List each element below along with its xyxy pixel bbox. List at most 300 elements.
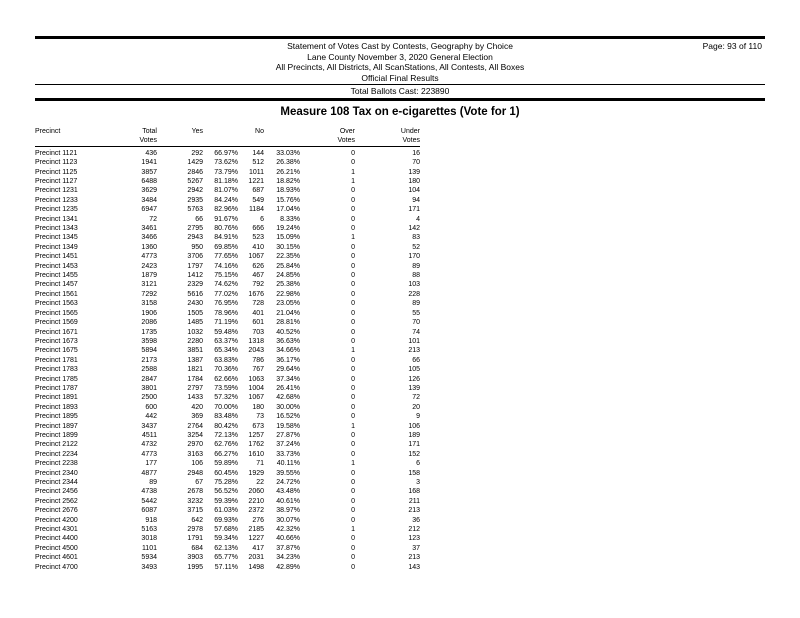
yes-count-cell: 3163: [187, 450, 203, 458]
no-pct-cell: 23.05%: [276, 300, 300, 308]
over-votes-cell: 0: [351, 187, 355, 195]
yes-count-cell: 1797: [187, 262, 203, 270]
total-votes-cell: 600: [145, 403, 157, 411]
table-row: [35, 318, 420, 327]
under-votes-cell: 168: [408, 488, 420, 496]
total-votes-cell: 3466: [141, 234, 157, 242]
over-votes-cell: 0: [351, 431, 355, 439]
table-row: [35, 469, 420, 478]
under-votes-cell: 123: [408, 535, 420, 543]
no-pct-cell: 18.93%: [276, 187, 300, 195]
no-pct-cell: 25.84%: [276, 262, 300, 270]
col-header-precinct-label: Precinct: [35, 127, 61, 135]
yes-count-cell: 2797: [187, 384, 203, 392]
total-votes-cell: 3857: [141, 168, 157, 176]
under-votes-cell: 4: [416, 215, 420, 223]
total-votes-cell: 7292: [141, 290, 157, 298]
no-count-cell: 144: [252, 149, 264, 157]
no-pct-cell: 18.82%: [276, 178, 300, 185]
no-pct-cell: 42.89%: [276, 563, 300, 571]
under-votes-cell: 213: [408, 507, 420, 515]
precinct-cell: Precinct 1121: [35, 149, 78, 157]
over-votes-cell: 0: [351, 469, 355, 477]
under-votes-cell: 139: [408, 168, 420, 176]
no-count-cell: 1676: [248, 290, 264, 298]
contest-title: Measure 108 Tax on e-cigarettes (Vote for 1): [280, 105, 520, 118]
no-count-cell: 549: [252, 196, 264, 204]
total-votes-cell: 1101: [141, 544, 157, 552]
yes-count-cell: 2764: [187, 422, 203, 430]
over-votes-cell: 0: [351, 272, 355, 280]
under-votes-cell: 3: [416, 479, 420, 486]
yes-pct-cell: 66.97%: [214, 149, 238, 157]
under-votes-cell: 103: [408, 281, 420, 289]
no-count-cell: 1929: [248, 469, 264, 477]
under-votes-cell: 171: [408, 206, 420, 214]
table-row: [35, 525, 420, 534]
yes-count-cell: 1505: [187, 309, 203, 317]
precinct-cell: Precinct 1127: [35, 178, 78, 185]
under-votes-cell: 213: [408, 554, 420, 562]
over-votes-cell: 0: [351, 281, 355, 289]
precinct-cell: Precinct 1451: [35, 253, 78, 261]
under-votes-cell: 228: [408, 290, 420, 298]
under-votes-cell: 105: [408, 366, 420, 374]
no-pct-cell: 24.72%: [276, 479, 300, 486]
no-pct-cell: 27.87%: [276, 431, 300, 439]
yes-count-cell: 1485: [187, 319, 203, 327]
under-votes-cell: 104: [408, 187, 420, 195]
no-pct-cell: 24.85%: [276, 272, 300, 280]
yes-count-cell: 1791: [187, 535, 203, 543]
total-votes-cell: 5163: [141, 526, 157, 534]
no-count-cell: 1762: [248, 441, 264, 449]
precinct-cell: Precinct 4601: [35, 554, 78, 562]
no-count-cell: 467: [252, 272, 264, 280]
precinct-cell: Precinct 2340: [35, 469, 78, 477]
under-votes-cell: 6: [416, 460, 420, 468]
yes-count-cell: 292: [191, 149, 203, 157]
precinct-cell: Precinct 1455: [35, 272, 78, 280]
precinct-cell: Precinct 1457: [35, 281, 78, 289]
table-row: [35, 280, 420, 289]
yes-pct-cell: 77.65%: [214, 253, 238, 261]
yes-pct-cell: 62.13%: [214, 544, 238, 552]
total-votes-cell: 5894: [141, 347, 157, 355]
yes-count-cell: 420: [191, 403, 203, 411]
table-row: [35, 299, 420, 308]
table-row: [35, 146, 420, 158]
col-header-total-line1: Total: [142, 127, 157, 135]
yes-count-cell: 3903: [187, 554, 203, 562]
yes-pct-cell: 57.11%: [214, 563, 238, 571]
table-row: [35, 478, 420, 487]
yes-count-cell: 950: [191, 243, 203, 251]
header-bottom-rule: [35, 98, 765, 101]
under-votes-cell: 126: [408, 375, 420, 383]
yes-pct-cell: 91.67%: [214, 215, 238, 223]
table-row: [35, 205, 420, 214]
no-pct-cell: 42.32%: [276, 526, 300, 534]
under-votes-cell: 106: [408, 422, 420, 430]
yes-count-cell: 3232: [187, 497, 203, 505]
yes-count-cell: 3254: [187, 431, 203, 439]
total-votes-cell: 5442: [141, 497, 157, 505]
over-votes-cell: 0: [351, 356, 355, 364]
under-votes-cell: 89: [412, 300, 420, 308]
yes-pct-cell: 73.59%: [214, 384, 238, 392]
total-votes-cell: 3018: [141, 535, 157, 543]
no-count-cell: 1004: [248, 384, 264, 392]
no-pct-cell: 30.00%: [276, 403, 300, 411]
no-pct-cell: 36.63%: [276, 337, 300, 345]
over-votes-cell: 0: [351, 563, 355, 571]
no-pct-cell: 26.21%: [276, 168, 300, 176]
col-header-yes-label: Yes: [191, 127, 203, 135]
table-row: [35, 563, 420, 572]
over-votes-cell: 0: [351, 479, 355, 486]
yes-pct-cell: 75.15%: [214, 272, 238, 280]
yes-pct-cell: 56.52%: [214, 488, 238, 496]
total-votes-cell: 6947: [141, 206, 157, 214]
no-count-cell: 703: [252, 328, 264, 336]
yes-count-cell: 2280: [187, 337, 203, 345]
total-votes-cell: 2847: [141, 375, 157, 383]
table-row: [35, 196, 420, 205]
yes-count-cell: 5267: [187, 178, 203, 185]
yes-count-cell: 66: [195, 215, 203, 223]
no-pct-cell: 15.76%: [276, 196, 300, 204]
yes-pct-cell: 84.91%: [214, 234, 238, 242]
under-votes-cell: 213: [408, 347, 420, 355]
over-votes-cell: 0: [351, 403, 355, 411]
yes-pct-cell: 62.66%: [214, 375, 238, 383]
no-pct-cell: 40.52%: [276, 328, 300, 336]
no-count-cell: 2210: [248, 497, 264, 505]
under-votes-cell: 170: [408, 253, 420, 261]
over-votes-cell: 0: [351, 196, 355, 204]
no-pct-cell: 25.38%: [276, 281, 300, 289]
no-pct-cell: 43.48%: [276, 488, 300, 496]
yes-count-cell: 2430: [187, 300, 203, 308]
no-pct-cell: 37.87%: [276, 544, 300, 552]
table-row: [35, 422, 420, 431]
under-votes-cell: 171: [408, 441, 420, 449]
yes-pct-cell: 65.77%: [214, 554, 238, 562]
precinct-cell: Precinct 4700: [35, 563, 78, 571]
yes-count-cell: 1995: [187, 563, 203, 571]
no-pct-cell: 37.34%: [276, 375, 300, 383]
yes-count-cell: 1387: [187, 356, 203, 364]
col-header-yes: [157, 127, 203, 146]
total-votes-cell: 4773: [141, 253, 157, 261]
no-count-cell: 626: [252, 262, 264, 270]
precinct-cell: Precinct 2456: [35, 488, 78, 496]
precinct-cell: Precinct 1345: [35, 234, 78, 242]
total-votes-cell: 6488: [141, 178, 157, 185]
no-pct-cell: 42.68%: [276, 394, 300, 402]
total-votes-cell: 3461: [141, 225, 157, 233]
report-header: [35, 41, 765, 97]
col-header-precinct: [35, 127, 115, 146]
yes-count-cell: 106: [191, 460, 203, 468]
no-count-cell: 2060: [248, 488, 264, 496]
under-votes-cell: 16: [412, 149, 420, 157]
total-votes-cell: 1941: [141, 159, 157, 167]
yes-pct-cell: 74.16%: [214, 262, 238, 270]
over-votes-cell: 0: [351, 497, 355, 505]
total-votes-cell: 1360: [141, 243, 157, 251]
no-count-cell: 71: [256, 460, 264, 468]
table-row: [35, 356, 420, 365]
no-count-cell: 601: [252, 319, 264, 327]
no-count-cell: 1184: [248, 206, 264, 214]
no-pct-cell: 38.97%: [276, 507, 300, 515]
yes-pct-cell: 65.34%: [214, 347, 238, 355]
precinct-cell: Precinct 1891: [35, 394, 78, 402]
table-row: [35, 215, 420, 224]
total-votes-cell: 4511: [141, 431, 157, 439]
precinct-cell: Precinct 1453: [35, 262, 78, 270]
no-count-cell: 2372: [248, 507, 264, 515]
yes-count-cell: 684: [191, 544, 203, 552]
precinct-cell: Precinct 1123: [35, 159, 78, 167]
yes-count-cell: 3715: [187, 507, 203, 515]
no-count-cell: 786: [252, 356, 264, 364]
no-count-cell: 1067: [248, 253, 264, 261]
total-votes-cell: 3493: [141, 563, 157, 571]
table-row: [35, 337, 420, 346]
table-row: [35, 403, 420, 412]
col-header-total-votes: [115, 127, 157, 146]
table-row: [35, 459, 420, 468]
yes-pct-cell: 81.18%: [214, 178, 238, 185]
precinct-cell: Precinct 2238: [35, 460, 78, 468]
over-votes-cell: 1: [351, 347, 355, 355]
yes-pct-cell: 72.13%: [214, 431, 238, 439]
precinct-cell: Precinct 1899: [35, 431, 78, 439]
top-rule: [35, 36, 765, 39]
yes-pct-cell: 62.76%: [214, 441, 238, 449]
over-votes-cell: 0: [351, 441, 355, 449]
no-count-cell: 2043: [248, 347, 264, 355]
yes-count-cell: 5763: [187, 206, 203, 214]
yes-count-cell: 2942: [187, 187, 203, 195]
yes-pct-cell: 66.27%: [214, 450, 238, 458]
yes-count-cell: 1429: [187, 159, 203, 167]
yes-pct-cell: 59.89%: [214, 460, 238, 468]
table-row: [35, 393, 420, 402]
no-count-cell: 410: [252, 243, 264, 251]
total-votes-cell: 3801: [141, 384, 157, 392]
precinct-cell: Precinct 2234: [35, 450, 78, 458]
over-votes-cell: 0: [351, 450, 355, 458]
total-votes-cell: 1906: [141, 309, 157, 317]
yes-pct-cell: 70.00%: [214, 403, 238, 411]
over-votes-cell: 1: [351, 178, 355, 185]
table-row: [35, 158, 420, 167]
over-votes-cell: 0: [351, 149, 355, 157]
under-votes-cell: 212: [408, 526, 420, 534]
over-votes-cell: 0: [351, 225, 355, 233]
yes-pct-cell: 63.37%: [214, 337, 238, 345]
under-votes-cell: 72: [412, 394, 420, 402]
no-count-cell: 767: [252, 366, 264, 374]
no-count-cell: 1318: [248, 337, 264, 345]
yes-pct-cell: 70.36%: [214, 366, 238, 374]
no-count-cell: 276: [252, 516, 264, 524]
under-votes-cell: 20: [412, 403, 420, 411]
table-row: [35, 243, 420, 252]
no-pct-cell: 33.73%: [276, 450, 300, 458]
report-title: Statement of Votes Cast by Contests, Geography by Choice: [287, 41, 513, 51]
precinct-cell: Precinct 1673: [35, 337, 78, 345]
table-row: [35, 534, 420, 543]
precinct-cell: Precinct 4500: [35, 544, 78, 552]
no-count-cell: 673: [252, 422, 264, 430]
yes-pct-cell: 59.39%: [214, 497, 238, 505]
under-votes-cell: 89: [412, 262, 420, 270]
no-pct-cell: 30.07%: [276, 516, 300, 524]
over-votes-cell: 0: [351, 215, 355, 223]
no-count-cell: 6: [260, 215, 264, 223]
under-votes-cell: 55: [412, 309, 420, 317]
yes-pct-cell: 73.79%: [214, 168, 238, 176]
yes-count-cell: 1412: [187, 272, 203, 280]
table-row: [35, 328, 420, 337]
under-votes-cell: 158: [408, 469, 420, 477]
total-votes-cell: 177: [145, 460, 157, 468]
col-header-over-line1: Over: [339, 127, 355, 135]
no-count-cell: 2185: [248, 526, 264, 534]
no-count-cell: 73: [256, 413, 264, 421]
table-row: [35, 346, 420, 355]
precinct-cell: Precinct 2676: [35, 507, 78, 515]
yes-pct-cell: 83.48%: [214, 413, 238, 421]
no-pct-cell: 39.55%: [276, 469, 300, 477]
total-votes-cell: 3121: [141, 281, 157, 289]
total-votes-cell: 3437: [141, 422, 157, 430]
results-table: [35, 127, 420, 572]
yes-pct-cell: 57.68%: [214, 526, 238, 534]
yes-count-cell: 2795: [187, 225, 203, 233]
table-row: [35, 412, 420, 421]
under-votes-cell: 83: [412, 234, 420, 242]
yes-count-cell: 2943: [187, 234, 203, 242]
over-votes-cell: 0: [351, 535, 355, 543]
yes-pct-cell: 84.24%: [214, 196, 238, 204]
total-votes-cell: 3484: [141, 196, 157, 204]
over-votes-cell: 1: [351, 422, 355, 430]
yes-count-cell: 1032: [187, 328, 203, 336]
under-votes-cell: 189: [408, 431, 420, 439]
no-count-cell: 417: [252, 544, 264, 552]
precinct-cell: Precinct 2344: [35, 479, 78, 486]
table-row: [35, 487, 420, 496]
over-votes-cell: 0: [351, 300, 355, 308]
no-pct-cell: 19.58%: [276, 422, 300, 430]
total-votes-cell: 3598: [141, 337, 157, 345]
page-number: Page: 93 of 110: [702, 41, 762, 51]
under-votes-cell: 36: [412, 516, 420, 524]
total-votes-cell: 3158: [141, 300, 157, 308]
precinct-cell: Precinct 1671: [35, 328, 78, 336]
header-thin-rule: [35, 84, 765, 85]
table-row: [35, 271, 420, 280]
total-votes-cell: 2423: [141, 262, 157, 270]
no-count-cell: 180: [252, 403, 264, 411]
under-votes-cell: 94: [412, 196, 420, 204]
yes-pct-cell: 76.95%: [214, 300, 238, 308]
precinct-cell: Precinct 1893: [35, 403, 78, 411]
table-row: [35, 384, 420, 393]
yes-pct-cell: 81.07%: [214, 187, 238, 195]
yes-pct-cell: 80.42%: [214, 422, 238, 430]
col-header-total-line2: Votes: [139, 137, 157, 145]
over-votes-cell: 0: [351, 206, 355, 214]
precinct-cell: Precinct 1125: [35, 168, 78, 176]
over-votes-cell: 0: [351, 309, 355, 317]
no-pct-cell: 22.35%: [276, 253, 300, 261]
yes-pct-cell: 61.03%: [214, 507, 238, 515]
precinct-cell: Precinct 1569: [35, 319, 78, 327]
table-row: [35, 177, 420, 186]
over-votes-cell: 0: [351, 488, 355, 496]
col-header-no-label: No: [255, 127, 264, 135]
yes-count-cell: 5616: [187, 290, 203, 298]
yes-count-cell: 2970: [187, 441, 203, 449]
col-header-over-line2: Votes: [337, 137, 355, 145]
over-votes-cell: 1: [351, 460, 355, 468]
over-votes-cell: 1: [351, 234, 355, 242]
yes-pct-cell: 63.83%: [214, 356, 238, 364]
precinct-cell: Precinct 1233: [35, 196, 78, 204]
under-votes-cell: 143: [408, 563, 420, 571]
yes-count-cell: 369: [191, 413, 203, 421]
under-votes-cell: 180: [408, 178, 420, 185]
under-votes-cell: 74: [412, 328, 420, 336]
no-count-cell: 728: [252, 300, 264, 308]
total-votes-cell: 1879: [141, 272, 157, 280]
no-pct-cell: 16.52%: [276, 413, 300, 421]
table-row: [35, 431, 420, 440]
table-row: [35, 506, 420, 515]
table-row: [35, 365, 420, 374]
precinct-cell: Precinct 4301: [35, 526, 78, 534]
table-row: [35, 224, 420, 233]
no-pct-cell: 29.64%: [276, 366, 300, 374]
total-votes-cell: 918: [145, 516, 157, 524]
total-votes-cell: 4773: [141, 450, 157, 458]
over-votes-cell: 0: [351, 413, 355, 421]
yes-count-cell: 2329: [187, 281, 203, 289]
no-pct-cell: 34.23%: [276, 554, 300, 562]
over-votes-cell: 0: [351, 507, 355, 515]
over-votes-cell: 0: [351, 159, 355, 167]
table-row: [35, 497, 420, 506]
yes-pct-cell: 57.32%: [214, 394, 238, 402]
yes-count-cell: 3851: [187, 347, 203, 355]
no-pct-cell: 34.66%: [276, 347, 300, 355]
no-pct-cell: 21.04%: [276, 309, 300, 317]
over-votes-cell: 0: [351, 384, 355, 392]
over-votes-cell: 0: [351, 243, 355, 251]
precinct-cell: Precinct 1561: [35, 290, 78, 298]
no-count-cell: 523: [252, 234, 264, 242]
total-votes-cell: 6087: [141, 507, 157, 515]
no-pct-cell: 22.98%: [276, 290, 300, 298]
over-votes-cell: 1: [351, 526, 355, 534]
